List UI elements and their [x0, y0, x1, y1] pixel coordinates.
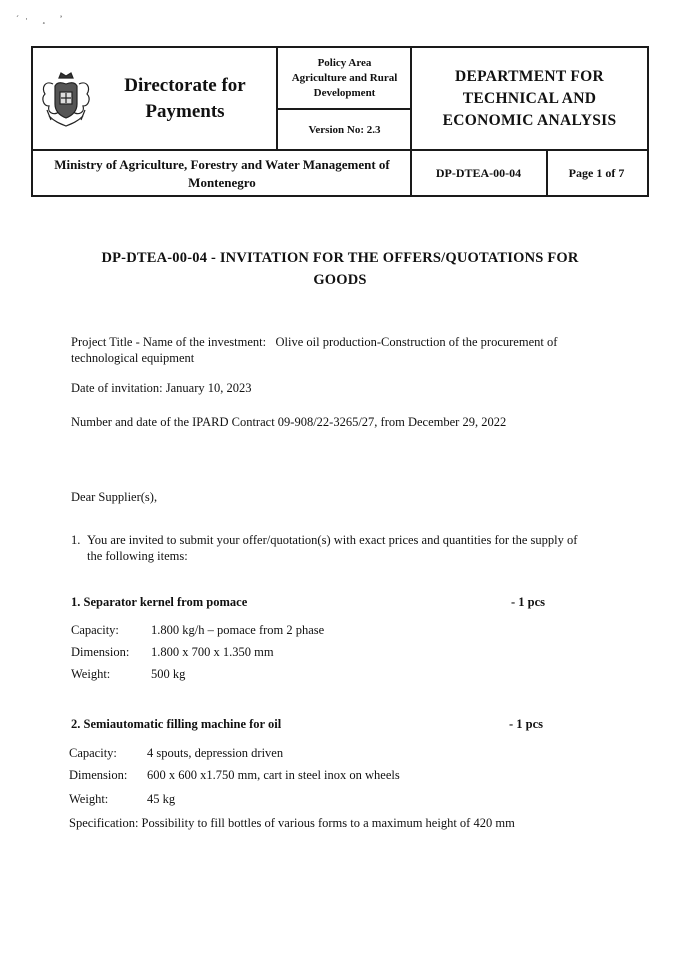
spec-label: Weight:: [69, 792, 109, 806]
spec-label: Capacity:: [69, 746, 117, 760]
spec-value: 600 x 600 x1.750 mm, cart in steel inox on wheels: [147, 768, 400, 782]
spec-value: 1.800 x 700 x 1.350 mm: [151, 645, 274, 659]
item-spec-row: [69, 745, 283, 761]
item-spec-row: [69, 767, 400, 783]
item-spec-row: [69, 791, 175, 807]
directorate-name: Directorate for Payments: [124, 74, 246, 122]
project-title-value: Olive oil production-Construction of the procurement of: [275, 335, 558, 349]
item-spec-row: [71, 666, 185, 682]
document-id: DP-DTEA-00-04: [435, 165, 522, 180]
spec-value: 45 kg: [147, 792, 176, 806]
project-title: [71, 334, 631, 366]
document-title: DP-DTEA-00-04 - INVITATION FOR THE OFFERS/QUOTATIONS FOR GOODS: [101, 250, 579, 288]
version-number: Version No: 2.3: [308, 123, 381, 136]
invitation-date: Date of invitation: January 10, 2023: [71, 381, 252, 395]
spec-value: 4 spouts, depression driven: [147, 746, 284, 760]
page-number: Page 1 of 7: [568, 165, 625, 180]
item-spec-row: [69, 815, 515, 831]
spec-label: Specification:: [69, 816, 139, 830]
ipard-contract: Number and date of the IPARD Contract 09-908/22-3265/27, from December 29, 2022: [71, 415, 507, 429]
instruction-paragraph: [71, 532, 641, 564]
spec-value: 1.800 kg/h – pomace from 2 phase: [151, 623, 325, 637]
item-quantity: - 1 pcs: [509, 717, 544, 731]
department-name: DEPARTMENT FOR TECHNICAL AND ECONOMIC ANALYSIS: [442, 67, 617, 129]
policy-area: Policy Area Agriculture and Rural Development: [291, 57, 398, 99]
spec-label: Dimension:: [71, 645, 130, 659]
spec-label: Capacity:: [71, 623, 119, 637]
greeting: Dear Supplier(s),: [71, 490, 158, 504]
scan-artifact-marks: ´· ¸ ʼ: [16, 14, 69, 24]
spec-label: Weight:: [71, 667, 111, 681]
item-title: 2. Semiautomatic filling machine for oil: [71, 717, 282, 731]
document-header-table: [31, 46, 649, 197]
ministry-name: Ministry of Agriculture, Forestry and Water Management of Montenegro: [54, 157, 390, 190]
spec-value: 500 kg: [151, 667, 186, 681]
instruction-text: You are invited to submit your offer/quotation(s) with exact prices and quantities for the supply of: [87, 533, 578, 547]
project-title-label: Project Title - Name of the investment:: [71, 335, 267, 349]
montenegro-coat-of-arms-icon: [39, 70, 93, 130]
item-title: 1. Separator kernel from pomace: [71, 595, 248, 609]
instruction-text-cont: the following items:: [87, 549, 188, 563]
item-spec-row: [71, 622, 324, 638]
item-quantity: - 1 pcs: [511, 595, 546, 609]
instruction-number: 1.: [71, 533, 81, 547]
item-spec-row: [71, 644, 274, 660]
project-title-value-cont: technological equipment: [71, 351, 195, 365]
spec-value: Possibility to fill bottles of various forms to a maximum height of 420 mm: [141, 816, 515, 830]
spec-label: Dimension:: [69, 768, 128, 782]
